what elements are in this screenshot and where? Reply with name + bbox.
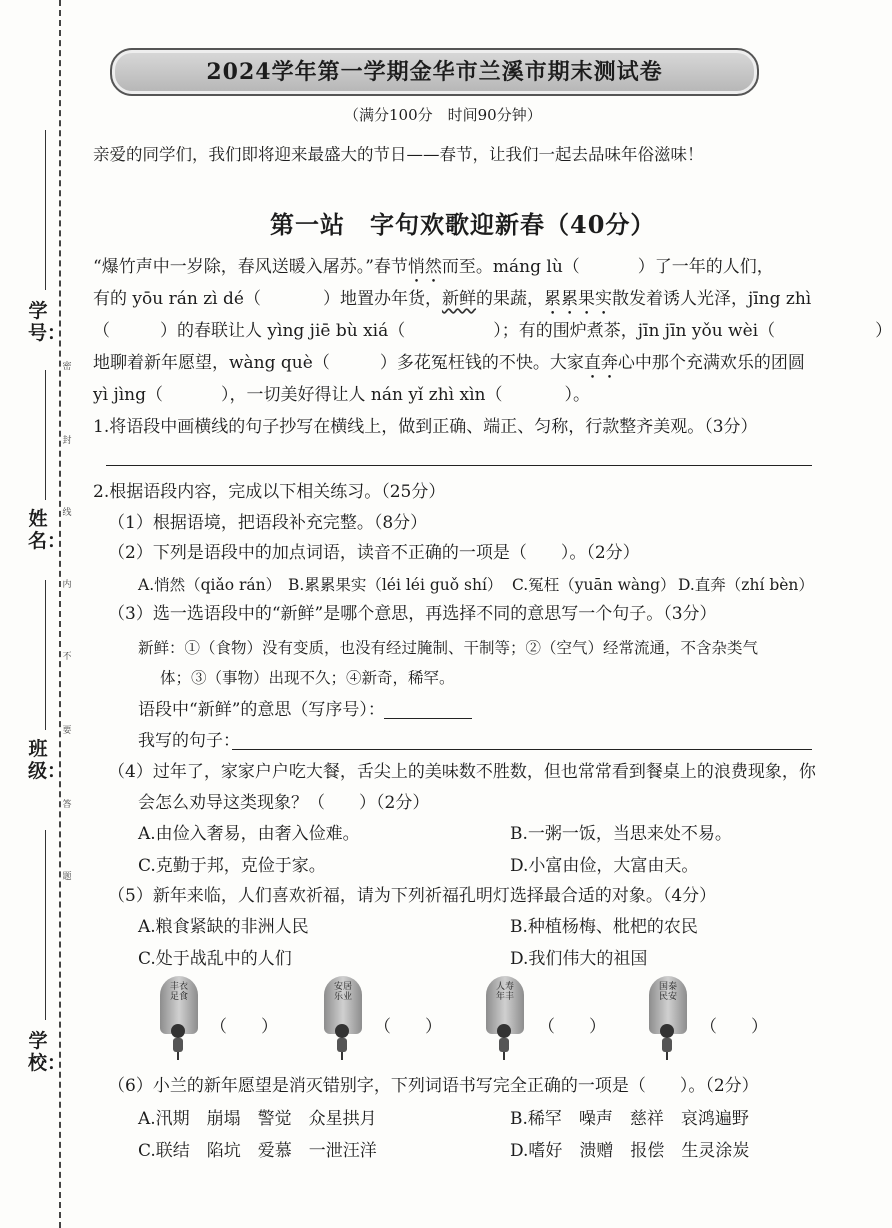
- meaning-prompt: 语段中“新鲜”的意思（写序号）：: [138, 700, 385, 720]
- dotted-word: 累累果实: [543, 289, 612, 309]
- passage-line-2: [93, 289, 811, 319]
- dotted-word: 悄然: [407, 257, 442, 277]
- lantern-ring: [171, 1024, 185, 1038]
- seal-char: 答: [62, 800, 72, 810]
- question-2-6: （6）小兰的新年愿望是消灭错别字，下列词语书写完全正确的一项是（ ）。（2分）: [108, 1076, 759, 1096]
- passage-text: ），一切美好得让人 nán yǐ zhì xìn（: [220, 385, 503, 405]
- lantern-ring: [497, 1024, 511, 1038]
- passage-text: （: [93, 321, 110, 341]
- lantern-ring: [660, 1024, 674, 1038]
- passage-text: 有的 yōu rán zì dé（: [93, 289, 261, 309]
- passage-text: ）了一年的人们，: [637, 257, 774, 277]
- exam-title: 2024学年第一学期金华市兰溪市期末测试卷: [206, 59, 663, 85]
- class-label: 班级：: [28, 738, 67, 782]
- wavy-word: 新鲜: [441, 289, 476, 309]
- passage-text: ）；有的围炉煮茶，jīn jīn yǒu wèi（: [493, 321, 776, 341]
- question-2-2: （2）下列是语段中的加点词语，读音不正确的一项是（ ）。（2分）: [108, 543, 640, 563]
- passage-line-1: [93, 257, 774, 287]
- lantern-string: [666, 1052, 668, 1060]
- school-label: 学校：: [28, 1030, 67, 1074]
- option-d[interactable]: D.小富由俭，大富由天。: [510, 856, 699, 876]
- passage-text: “爆竹声中一岁除，春风送暖入屠苏。”春节: [93, 257, 408, 277]
- lantern-tassel: [337, 1038, 347, 1052]
- option-a[interactable]: A.粮食紧缺的非洲人民: [138, 917, 309, 937]
- seal-char: 封: [62, 436, 72, 446]
- school-line: [45, 830, 46, 1020]
- xinxian-definition-2: 体；③（事物）出现不久；④新奇，稀罕。: [160, 669, 455, 687]
- passage-text: 地聊着新年愿望，wàng què（: [93, 353, 330, 373]
- seal-char: 线: [62, 508, 72, 518]
- option-a[interactable]: A.悄然（qiǎo rán）: [138, 576, 282, 594]
- lantern-string: [503, 1052, 505, 1060]
- option-d[interactable]: D.直奔（zhí bèn）: [678, 576, 814, 594]
- passage-line-3: [93, 321, 892, 341]
- passage-text: 心中那个充满欢乐的团圆: [617, 353, 805, 373]
- option-d[interactable]: D.我们伟大的祖国: [510, 949, 648, 969]
- passage-text: ）: [875, 321, 892, 341]
- passage-text: ）地置办年货，: [322, 289, 442, 309]
- question-1: 1.将语段中画横线的句子抄写在横线上，做到正确、端正、匀称，行款整齐美观。（3分）: [93, 417, 758, 437]
- student-number-line: [45, 130, 46, 290]
- question-2-5: （5）新年来临，人们喜欢祈福，请为下列祈福孔明灯选择最合适的对象。（4分）: [108, 886, 717, 906]
- passage-text: ）。: [564, 385, 590, 405]
- passage-text: 而至。máng lù（: [441, 257, 580, 277]
- option-c[interactable]: C.冤枉（yuān wàng）: [512, 576, 676, 594]
- option-d[interactable]: D.嗜好 溃赠 报偿 生灵涂炭: [510, 1141, 750, 1161]
- passage-text: 的果蔬，: [475, 289, 544, 309]
- lantern-string: [341, 1052, 343, 1060]
- seal-char: 要: [62, 726, 72, 736]
- title-banner: [110, 48, 759, 96]
- question-2: 2.根据语段内容，完成以下相关练习。（25分）: [93, 482, 446, 502]
- option-a[interactable]: A.由俭入奢易，由奢入俭难。: [138, 824, 360, 844]
- option-c[interactable]: C.克勤于邦，克俭于家。: [138, 856, 326, 876]
- option-b[interactable]: B.累累果实（léi léi guǒ shí）: [288, 576, 503, 594]
- meaning-answer-line[interactable]: [384, 718, 472, 719]
- section-title: 第一站 字句欢歌迎新春（40分）: [270, 210, 656, 239]
- lantern-tassel: [499, 1038, 509, 1052]
- option-a[interactable]: A.汛期 崩塌 警觉 众星拱月: [138, 1109, 377, 1129]
- passage-text: 散发着诱人光泽，jīng zhì: [611, 289, 812, 309]
- student-name-line: [45, 370, 46, 500]
- sentence-answer-line[interactable]: [232, 749, 812, 750]
- option-b[interactable]: B.一粥一饭，当思来处不易。: [510, 824, 732, 844]
- intro-text: 亲爱的同学们，我们即将迎来最盛大的节日——春节，让我们一起去品味年俗滋味！: [93, 145, 704, 164]
- lantern-ring: [335, 1024, 349, 1038]
- question-2-1: （1）根据语境，把语段补充完整。（8分）: [108, 513, 428, 533]
- sentence-prompt: 我写的句子：: [138, 731, 240, 751]
- lantern-blessing: 人寿年丰: [495, 982, 514, 1002]
- passage-line-5: [93, 385, 590, 405]
- passage-text: ）多花冤枉钱的不快。大家: [379, 353, 584, 373]
- exam-subtitle: （满分100分 时间90分钟）: [344, 106, 542, 124]
- option-b[interactable]: B.稀罕 噪声 慈祥 哀鸿遍野: [510, 1109, 749, 1129]
- lantern-blessing: 国泰民安: [658, 982, 677, 1002]
- binding-dashed-line: [59, 0, 61, 1228]
- lantern-string: [177, 1052, 179, 1060]
- lantern-answer-paren[interactable]: （ ）: [700, 1017, 768, 1037]
- lantern-blessing: 安居乐业: [333, 982, 352, 1002]
- copy-answer-line[interactable]: [106, 465, 812, 466]
- seal-char: 内: [62, 580, 72, 590]
- passage-line-4: [93, 353, 805, 383]
- lantern-tassel: [662, 1038, 672, 1052]
- student-number-label: 学号：: [28, 300, 67, 344]
- lantern-answer-paren[interactable]: （ ）: [210, 1017, 278, 1037]
- lantern-blessing: 丰衣足食: [169, 982, 188, 1002]
- class-line: [45, 580, 46, 730]
- lantern-answer-paren[interactable]: （ ）: [538, 1017, 606, 1037]
- option-b[interactable]: B.种植杨梅、枇杷的农民: [510, 917, 698, 937]
- student-name-label: 姓名：: [28, 508, 67, 552]
- passage-text: ）的春联让人 yìng jiē bù xiá（: [160, 321, 406, 341]
- seal-char: 不: [62, 652, 72, 662]
- option-c[interactable]: C.联结 陷坑 爱慕 一泄汪洋: [138, 1141, 377, 1161]
- lantern-tassel: [173, 1038, 183, 1052]
- question-2-4-line-2: 会怎么劝导这类现象？（ ）（2分）: [138, 793, 430, 813]
- question-2-4-line-1: （4）过年了，家家户户吃大餐，舌尖上的美味数不胜数，但也常常看到餐桌上的浪费现象，你: [108, 762, 816, 782]
- passage-text: yì jìng（: [93, 385, 163, 405]
- xinxian-definition-1: 新鲜：①（食物）没有变质，也没有经过腌制、干制等；②（空气）经常流通，不含杂类气: [138, 639, 759, 657]
- option-c[interactable]: C.处于战乱中的人们: [138, 949, 292, 969]
- question-2-3: （3）选一选语段中的“新鲜”是哪个意思，再选择不同的意思写一个句子。（3分）: [108, 604, 717, 624]
- lantern-answer-paren[interactable]: （ ）: [374, 1017, 442, 1037]
- seal-char: 题: [62, 872, 72, 882]
- seal-char: 密: [62, 362, 72, 372]
- dotted-word: 直奔: [583, 353, 618, 373]
